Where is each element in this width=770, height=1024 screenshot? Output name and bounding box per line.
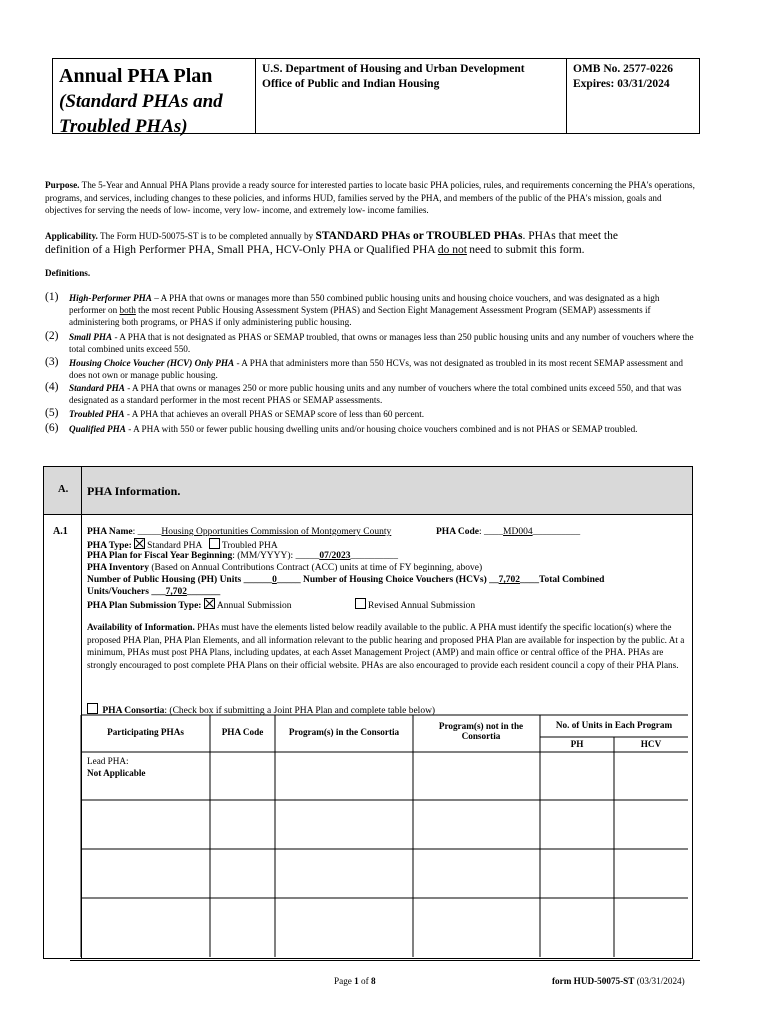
definition-term: Housing Choice Voucher (HCV) Only PHA [69,358,235,368]
form-id-text: form HUD-50075-ST [552,976,635,986]
applicability-text: The Form HUD-50075-ST is to be completed annually by [99,231,314,241]
definition-text: - A PHA that achieves an overall PHAS or SEMAP score of less than 60 percent. [124,409,425,419]
annual-submission-label: Annual Submission [216,601,292,611]
hcv-label: Number of Housing Choice Vouchers (HCVs) [302,575,487,585]
definition-text-2: the most recent Public Housing Assessment System (PHAS) and Section Eight Management Assessment Program (SEMAP) assessments if administering both programs, or PHAS if only administering public housing. [69,305,651,327]
col-ph: PH [570,739,584,749]
fiscal-year-value[interactable]: 07/2023 [319,551,351,561]
applicability-emphasis: STANDARD PHAs or TROUBLED PHAs [315,230,523,242]
hcv-value[interactable]: 7,702 [498,575,520,585]
definition-number: (2) [45,330,59,342]
definition-term: Small PHA [69,332,113,342]
definition-term: Troubled PHA [69,409,125,419]
pha-name-label: PHA Name [87,527,133,537]
definition-term: Qualified PHA [69,424,126,434]
definition-number: (1) [45,291,59,303]
do-not-text: do not [437,244,467,256]
definition-number: (4) [45,381,59,393]
ph-units-value[interactable]: 0 [272,575,277,585]
consortia-table [81,715,688,955]
pha-code-value[interactable]: MD004 [503,527,533,537]
definition-text: - A PHA with 550 or fewer public housing dwelling units and/or housing choice vouchers combined and is not PHAS or SEMAP troubled. [125,424,638,434]
expiry-date: Expires: 03/31/2024 [573,78,670,90]
section-letter: A. [58,484,69,495]
total-units-label: Units/Vouchers [87,587,149,597]
purpose-text: The 5-Year and Annual PHA Plans provide a ready source for interested parties to locate basic PHA policies, rules, and requirements concerning the PHA's operations, programs, and services, including changes to these policies, and informs HUD, families served by the PHA, and members of the public of the PHA's mission, goals and objectives for serving the needs of low- income, very low- income, and extremely low- income families. [45,180,695,215]
definition-text: - A PHA that is not designated as PHAS or SEMAP troubled, that owns or manages less than 250 public housing units and any number of vouchers where the total combined units exceed 550. [69,332,694,354]
definition-term: High-Performer PHA [69,293,152,303]
submission-type-label: PHA Plan Submission Type: [87,601,202,611]
definition-text: - A PHA that owns or manages 250 or more public housing units and any number of vouchers where the total combined units exceed 550, and that was designated as a standard performer in the most recent PHAS or SEMAP assessments. [69,383,682,405]
standard-pha-label: Standard PHA [147,541,202,551]
definition-number: (3) [45,356,59,368]
lead-pha-cell [87,755,145,779]
applicability-label: Applicability. [45,231,98,241]
department-name: U.S. Department of Housing and Urban Development [262,63,525,75]
revised-submission-label: Revised Annual Submission [368,601,476,611]
omb-number: OMB No. 2577-0226 [573,63,673,75]
col-hcv: HCV [640,739,662,749]
definition-text: - A PHA that administers more than 550 HCVs, was not designated as troubled in its most recent SEMAP assessment and does not own or manage public housing. [69,358,683,380]
definition-both: both [119,305,136,315]
col-programs-in: Program(s) in the Consortia [288,727,400,737]
lead-pha-value[interactable]: Not Applicable [87,768,146,778]
total-units-value[interactable]: 7,702 [165,587,187,597]
consortia-hint: : (Check box if submitting a Joint PHA Plan and complete table below) [164,706,436,716]
page-total: 8 [371,976,376,986]
fiscal-year-hint: (MM/YYYY): [237,551,294,561]
definition-text: – A PHA that owns or manages more than 550 combined public housing units and housing choice vouchers, and was designated as a high performer on [69,293,660,315]
footer-rule [70,960,700,961]
ph-units-label: Number of Public Housing (PH) Units [87,575,242,585]
definitions-label: Definitions. [45,268,91,278]
section-title: PHA Information. [87,484,181,498]
office-name: Office of Public and Indian Housing [262,78,440,90]
definition-number: (5) [45,407,59,419]
form-id [552,976,685,986]
fiscal-year-label: PHA Plan for Fiscal Year Beginning [87,551,233,561]
purpose-label: Purpose. [45,180,80,190]
troubled-pha-label: Troubled PHA [221,541,278,551]
applicability-line2: definition of a High Performer PHA, Small PHA, HCV-Only PHA or Qualified PHA [45,244,436,256]
col-units-each-program: No. of Units in Each Program [555,720,673,730]
form-title: Annual PHA Plan [59,65,213,87]
definition-number: (6) [45,422,59,434]
fiscal-year-row: PHA Plan for Fiscal Year Beginning: (MM/YYYY): _____07/2023__________ [87,551,398,561]
availability-text: PHAs must have the elements listed below readily available to the public. A PHA must identify the specific location(s) where the proposed PHA Plan, PHA Plan Elements, and all information relevant to the public hearing and proposed PHA Plan are available for inspection by the public. At a minimum, PHAs must post PHA Plans, including updates, at each Asset Management Project (AMP) and main office or central office of the PHA. PHAs are strongly encouraged to post complete PHA Plans on their official website. PHAs are also encouraged to provide each resident council a copy of their PHA Plans. [87,622,685,670]
pha-name-row: PHA Name: _____Housing Opportunities Commission of Montgomery County PHA Code: ____MD004__________ [87,527,581,537]
form-id-date: (03/31/2024) [636,976,685,986]
page-current: 1 [354,976,359,986]
pha-type-label: PHA Type: [87,541,132,551]
col-programs-not-in: Program(s) not in the Consortia [438,721,524,741]
pha-code-label: PHA Code [436,527,480,537]
availability-label: Availability of Information. [87,622,195,632]
inventory-hint: (Based on Annual Contributions Contract (ACC) units at time of FY beginning, above) [151,563,483,573]
inventory-label: PHA Inventory [87,563,150,573]
col-participating-phas: Participating PHAs [107,727,184,737]
subsection-number: A.1 [53,526,68,537]
col-pha-code: PHA Code [221,727,264,737]
form-subtitle-2: Troubled PHAs) [59,116,188,137]
form-subtitle-1: (Standard PHAs and [59,91,223,112]
page-prefix: Page [334,976,352,986]
page-number [334,976,376,986]
applicability-line2-end: need to submit this form. [469,244,585,256]
total-units-row: Units/Vouchers ___7,702_______ [87,587,221,597]
total-combined-label: Total Combined [538,575,605,585]
applicability-text-2: . PHAs that meet the [522,230,618,242]
consortia-label: PHA Consortia [102,706,165,716]
units-row: Number of Public Housing (PH) Units ______0_____ Number of Housing Choice Vouchers (HCVs) __7,702____Total Combined [87,575,605,585]
definition-term: Standard PHA [69,383,125,393]
page-of: of [361,976,369,986]
lead-pha-label: Lead PHA: [87,756,129,766]
pha-name-value[interactable]: Housing Opportunities Commission of Montgomery County [161,527,392,537]
